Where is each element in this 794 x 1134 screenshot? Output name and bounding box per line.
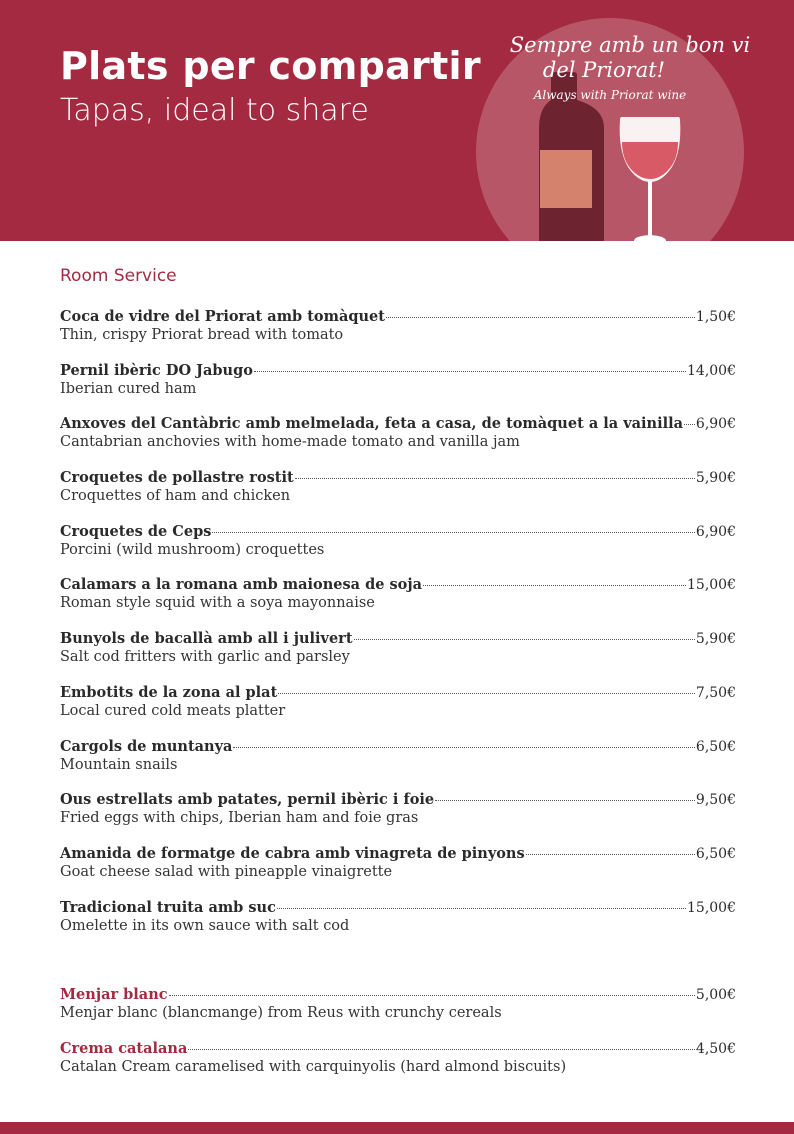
dish-price: 6,90€ — [695, 416, 736, 433]
dot-leader — [233, 747, 695, 748]
dish-price: 9,50€ — [695, 792, 736, 809]
menu-item — [60, 362, 736, 416]
dish-name: Croquetes de pollastre rostit — [60, 469, 294, 487]
dot-leader — [277, 908, 686, 909]
dot-leader — [435, 800, 695, 801]
menu-item-line — [60, 1040, 736, 1058]
menu-item-line — [60, 986, 736, 1004]
menu-list — [60, 308, 736, 952]
menu-item — [60, 1040, 736, 1094]
dish-description: Fried eggs with chips, Iberian ham and foie gras — [60, 810, 419, 827]
dish-price: 15,00€ — [687, 899, 736, 916]
menu-item — [60, 469, 736, 523]
dish-name: Cargols de muntanya — [60, 737, 233, 755]
menu-item — [60, 523, 736, 577]
dish-description: Local cured cold meats platter — [60, 702, 286, 719]
menu-item-line — [60, 576, 736, 594]
dish-price: 5,90€ — [695, 631, 736, 648]
slogan-line-2: del Priorat! — [542, 58, 666, 82]
dish-description: Iberian cured ham — [60, 380, 197, 397]
menu-item-line — [60, 684, 736, 702]
dish-name: Calamars a la romana amb maionesa de soja — [60, 576, 422, 594]
dish-description: Porcini (wild mushroom) croquettes — [60, 541, 325, 558]
dish-description: Omelette in its own sauce with salt cod — [60, 917, 350, 934]
menu-item-line — [60, 469, 736, 487]
menu-item — [60, 738, 736, 792]
dish-price: 5,00€ — [695, 987, 736, 1003]
dessert-list — [60, 986, 736, 1093]
dish-name: Pernil ibèric DO Jabugo — [60, 361, 253, 379]
dish-description: Catalan Cream caramelised with carquinyolis (hard almond biscuits) — [60, 1058, 567, 1075]
menu-item-line — [60, 523, 736, 541]
dot-leader — [254, 371, 686, 372]
dish-description: Mountain snails — [60, 756, 178, 773]
slogan-line-1: Sempre amb un bon vi — [509, 33, 751, 57]
section-label: Room Service — [60, 266, 177, 286]
menu-item — [60, 684, 736, 738]
menu-item — [60, 415, 736, 469]
dot-leader — [423, 585, 686, 586]
slogan-english: Always with Priorat wine — [533, 88, 687, 102]
dish-name: Ous estrellats amb patates, pernil ibèric i foie — [60, 791, 435, 809]
dish-description: Croquettes of ham and chicken — [60, 488, 291, 505]
dish-description: Roman style squid with a soya mayonnaise — [60, 595, 375, 612]
dish-price: 6,50€ — [695, 738, 736, 755]
dish-price: 14,00€ — [687, 362, 736, 379]
menu-item — [60, 845, 736, 899]
dish-name: Crema catalana — [60, 1039, 188, 1057]
page-title: Plats per compartir — [60, 44, 481, 88]
dish-price: 5,90€ — [695, 470, 736, 487]
menu-item-line — [60, 362, 736, 380]
dot-leader — [684, 424, 695, 425]
menu-item — [60, 899, 736, 953]
menu-item-line — [60, 899, 736, 917]
dish-description: Salt cod fritters with garlic and parsley — [60, 649, 350, 666]
dot-leader — [386, 317, 695, 318]
menu-item-line — [60, 738, 736, 756]
dish-description: Menjar blanc (blancmange) from Reus with crunchy cereals — [60, 1005, 502, 1021]
dish-price: 6,90€ — [695, 523, 736, 540]
wine-illustration — [460, 0, 794, 241]
dish-price: 7,50€ — [695, 684, 736, 701]
menu-item-line — [60, 630, 736, 648]
dot-leader — [354, 639, 695, 640]
dish-name: Embotits de la zona al plat — [60, 683, 278, 701]
footer-bar — [0, 1122, 794, 1134]
page-subtitle: Tapas, ideal to share — [60, 93, 369, 128]
dot-leader — [212, 532, 695, 533]
menu-item-line — [60, 845, 736, 863]
dish-price: 1,50€ — [695, 309, 736, 325]
dot-leader — [295, 478, 695, 479]
dish-name: Croquetes de Ceps — [60, 522, 212, 540]
dish-name: Menjar blanc — [60, 986, 168, 1003]
menu-item — [60, 308, 736, 362]
menu-item — [60, 791, 736, 845]
dish-name: Anxoves del Cantàbric amb melmelada, feta a casa, de tomàquet a la vainilla — [60, 415, 684, 433]
dot-leader — [526, 854, 695, 855]
dish-name: Coca de vidre del Priorat amb tomàquet — [60, 308, 385, 325]
dish-description: Thin, crispy Priorat bread with tomato — [60, 327, 344, 343]
dish-price: 6,50€ — [695, 845, 736, 862]
menu-item — [60, 986, 736, 1040]
menu-item-line — [60, 308, 736, 326]
dot-leader — [278, 693, 695, 694]
dish-name: Amanida de formatge de cabra amb vinagreta de pinyons — [60, 844, 525, 862]
menu-item-line — [60, 415, 736, 433]
dot-leader — [169, 995, 695, 996]
dish-name: Tradicional truita amb suc — [60, 898, 276, 916]
dish-description: Cantabrian anchovies with home-made tomato and vanilla jam — [60, 434, 520, 451]
menu-item — [60, 576, 736, 630]
dish-price: 15,00€ — [687, 577, 736, 594]
dish-name: Bunyols de bacallà amb all i julivert — [60, 630, 353, 648]
header-banner — [0, 0, 794, 241]
dish-description: Goat cheese salad with pineapple vinaigrette — [60, 863, 393, 880]
dot-leader — [188, 1049, 695, 1050]
menu-item — [60, 630, 736, 684]
menu-item-line — [60, 791, 736, 809]
dish-price: 4,50€ — [695, 1040, 736, 1057]
